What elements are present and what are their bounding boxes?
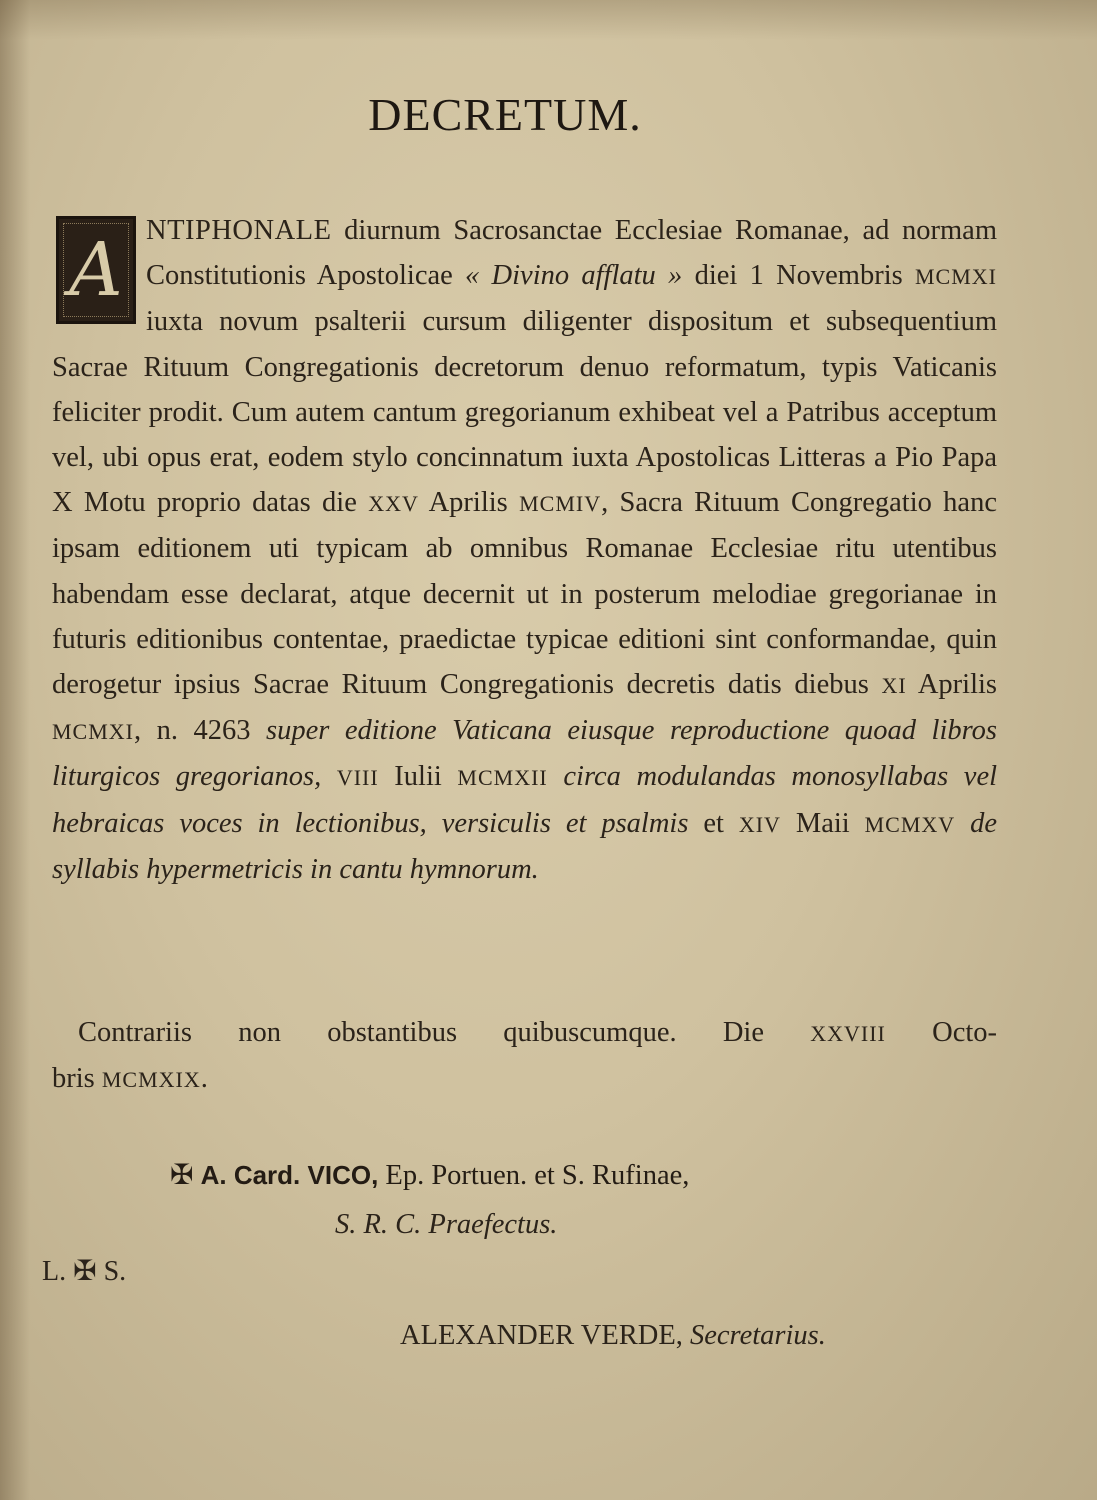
seal-l: L. <box>42 1256 67 1287</box>
body-segment: Aprilis <box>418 487 520 519</box>
cardinal-signature <box>170 1158 689 1192</box>
page-shadow-left <box>0 0 30 1500</box>
body-segment <box>955 808 970 839</box>
body-segment: et <box>688 807 739 839</box>
lead-word: NTIPHONALE <box>146 215 332 246</box>
body-segment: diei 1 Novembris <box>682 260 915 292</box>
drop-cap-initial <box>56 216 136 324</box>
roman-numeral: MCMXI <box>914 264 997 290</box>
body-segment: , n. 4263 <box>134 715 267 747</box>
closing-text: Contrariis non obstantibus quibuscumque. Die <box>78 1017 811 1048</box>
body-segment: Maii <box>780 807 865 839</box>
body-italic-segment: de syllabis hypermetricis in cantu hymnorum. <box>52 807 997 885</box>
decree-body <box>52 208 997 892</box>
closing-line <box>52 1056 997 1102</box>
body-segment: iuxta novum psalterii cursum diligenter dispositum et subsequentium Sacrae Rituum Congregationis decretorum denuo reformatum, typis Vaticanis feliciter prodit. Cum autem cantum gregorianum exhibeat vel a Patribus acceptum vel, ubi opus erat, eodem stylo concinnatum iuxta Apostolicas Litteras a Pio Papa X Motu proprio datas die <box>52 306 997 519</box>
drop-cap-letter: A <box>69 227 123 313</box>
cardinal-see: Ep. Portuen. et S. Rufinae, <box>378 1160 690 1191</box>
locus-sigilli <box>42 1254 126 1288</box>
closing-text: Octo- <box>885 1017 998 1048</box>
body-italic-quote: « Divino afflatu » <box>465 260 683 292</box>
body-segment <box>548 761 564 792</box>
roman-numeral: MCMXII <box>457 765 548 791</box>
secretary-signature <box>400 1320 826 1352</box>
closing-text: . <box>200 1063 208 1095</box>
prefect-title: S. R. C. Praefectus. <box>335 1209 558 1240</box>
page-shadow-top <box>0 0 1097 40</box>
closing-line <box>52 1010 997 1056</box>
secretary-name: ALEXANDER VERDE, <box>400 1320 683 1351</box>
roman-numeral: XI <box>881 673 907 699</box>
body-italic-segment: super editione Vaticana eiusque reproductione quoad libros liturgicos gregorianos, <box>52 715 997 793</box>
body-italic-segment: circa modulandas monosyllabas vel hebraicas voces in lectionibus, versiculis et psalmis <box>52 761 998 839</box>
body-segment: Aprilis <box>906 669 997 701</box>
closing-paragraph <box>52 1010 997 1102</box>
cross-icon: ✠ <box>170 1158 194 1191</box>
roman-numeral: MCMIV <box>519 491 602 517</box>
roman-numeral: VIII <box>336 765 379 791</box>
cross-icon: ✠ <box>73 1254 97 1287</box>
body-segment: Iulii <box>378 761 458 793</box>
body-segment <box>321 761 337 792</box>
body-segment: , Sacra Rituum Congregatio hanc ipsam editionem uti typicam ab omnibus Romanae Ecclesiae ritu utentibus habendam esse declarat, atque decernit ut in posterum melodiae gregorianae in futuris editionibus contentae, praedictae typicae editioni sint conformandae, quin derogetur ipsius Sacrae Rituum Congregationis decretis datis diebus <box>52 487 997 701</box>
cardinal-name: A. Card. VICO, <box>200 1160 379 1190</box>
secretary-title: Secretarius. <box>690 1320 826 1351</box>
roman-numeral: XIV <box>738 811 781 837</box>
roman-numeral: XXV <box>368 491 419 517</box>
roman-numeral: MCMXV <box>864 811 956 837</box>
roman-numeral: XXVIII <box>810 1021 886 1046</box>
page-title: DECRETUM. <box>368 89 642 140</box>
closing-text: bris <box>52 1063 102 1095</box>
seal-s: S. <box>103 1256 127 1287</box>
roman-numeral: MCMXIX <box>101 1067 201 1093</box>
roman-numeral: MCMXI <box>52 719 135 745</box>
body-segment: diurnum Sacrosanctae Ecclesiae Romanae, ad normam Constitutionis Apostolicae <box>146 215 997 292</box>
